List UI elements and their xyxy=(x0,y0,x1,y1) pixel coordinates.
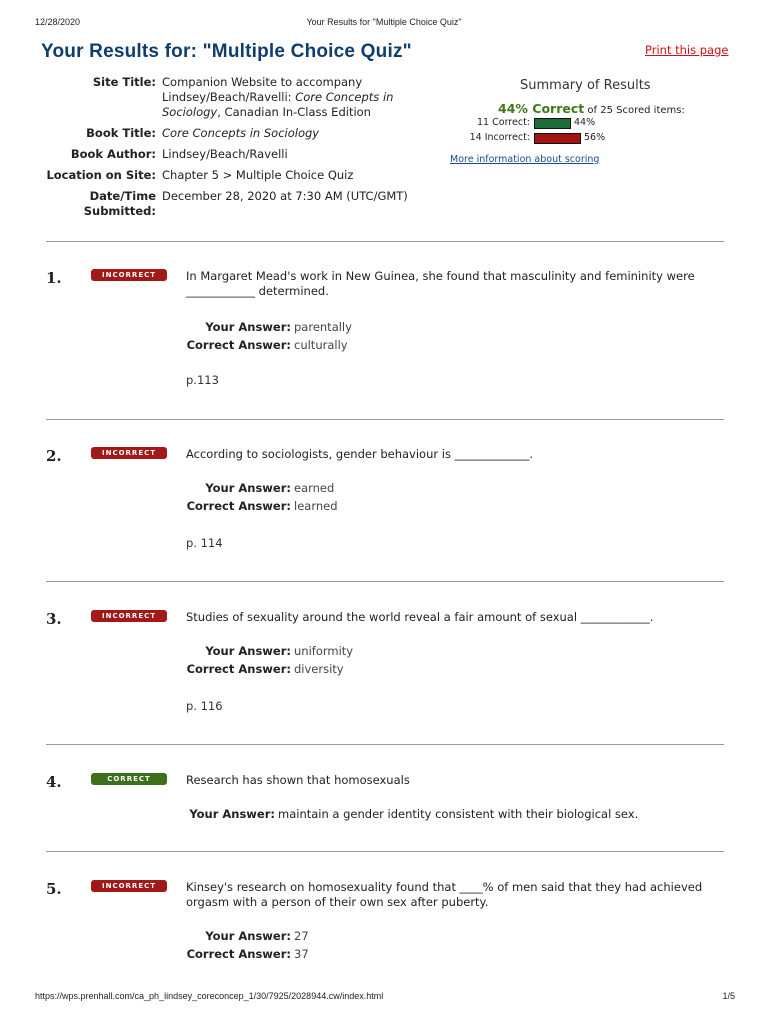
page-reference: p. 116 xyxy=(186,699,223,713)
correct-answer-value: 37 xyxy=(294,947,309,961)
your-answer-value: earned xyxy=(294,481,335,495)
location-label: Location on Site: xyxy=(46,168,156,182)
question-number: 3. xyxy=(46,610,62,628)
correct-answer-value: culturally xyxy=(294,338,348,352)
site-title-line-1: Companion Website to accompany xyxy=(162,75,363,89)
incorrect-bar-row xyxy=(450,131,720,146)
page-url: https://wps.prenhall.com/ca_ph_lindsey_coreconcep_1/30/7925/2028944.cw/index.html xyxy=(35,991,384,1001)
correct-answer-label: Correct Answer: xyxy=(186,338,291,352)
question-number: 5. xyxy=(46,880,62,898)
page-reference: p.113 xyxy=(186,373,219,387)
correct-answer-label: Correct Answer: xyxy=(186,662,291,676)
page-number: 1/5 xyxy=(722,991,735,1001)
divider xyxy=(46,744,724,745)
your-answer-value: uniformity xyxy=(294,644,354,658)
incorrect-badge: INCORRECT xyxy=(91,447,167,459)
date-submitted-label: Date/Time Submitted: xyxy=(83,189,156,218)
incorrect-badge: INCORRECT xyxy=(91,269,167,281)
divider xyxy=(46,241,724,242)
question-text: Kinsey's research on homosexuality found that ____% of men said that they had achieved orgasm with a person of their own sex after puberty. xyxy=(186,880,703,909)
site-title-value xyxy=(162,75,442,120)
your-answer-value: 27 xyxy=(294,929,309,943)
book-title-label: Book Title: xyxy=(86,126,156,140)
correct-bar-row xyxy=(450,116,720,131)
page-title: Your Results for: "Multiple Choice Quiz" xyxy=(41,41,412,62)
your-answer-label: Your Answer: xyxy=(205,644,291,658)
question-text: In Margaret Mead's work in New Guinea, she found that masculinity and femininity were ____________ determined. xyxy=(186,269,695,298)
site-title-authors: Lindsey/Beach/Ravelli: xyxy=(162,90,296,104)
question-text: According to sociologists, gender behaviour is _____________. xyxy=(186,447,534,461)
question-number: 4. xyxy=(46,773,62,791)
your-answer-value: maintain a gender identity consistent with their biological sex. xyxy=(278,807,639,821)
quiz-metadata xyxy=(44,75,442,225)
your-answer-label: Your Answer: xyxy=(205,320,291,334)
correct-bar xyxy=(534,118,571,129)
your-answer-label: Your Answer: xyxy=(205,929,291,943)
correct-answer-value: learned xyxy=(294,499,338,513)
your-answer-label: Your Answer: xyxy=(205,481,291,495)
print-header xyxy=(0,17,768,31)
correct-answer-label: Correct Answer: xyxy=(186,947,291,961)
correct-percent: 44% xyxy=(574,117,596,128)
correct-answer-label: Correct Answer: xyxy=(186,499,291,513)
your-answer-value: parentally xyxy=(294,320,352,334)
site-title-book-part-1: Core Concepts in xyxy=(295,90,394,104)
summary-of-results xyxy=(450,78,720,165)
location-value: Chapter 5 > Multiple Choice Quiz xyxy=(162,168,354,182)
correct-count-label: 11 Correct: xyxy=(477,117,530,128)
score-line xyxy=(498,101,720,116)
question-number: 1. xyxy=(46,269,62,287)
incorrect-badge: INCORRECT xyxy=(91,610,167,622)
question-text: Studies of sexuality around the world reveal a fair amount of sexual ____________. xyxy=(186,610,654,624)
site-title-book-part-2: Sociology xyxy=(162,105,218,119)
divider xyxy=(46,581,724,582)
incorrect-count-label: 14 Incorrect: xyxy=(469,132,530,143)
divider xyxy=(46,419,724,420)
site-title-label: Site Title: xyxy=(92,75,156,89)
summary-title: Summary of Results xyxy=(520,78,651,93)
book-author-label: Book Author: xyxy=(70,147,156,161)
more-info-scoring-link[interactable]: More information about scoring xyxy=(450,154,600,165)
question-text: Research has shown that homosexuals xyxy=(186,773,410,787)
site-title-edition: , Canadian In-Class Edition xyxy=(217,105,371,119)
date-submitted-value: December 28, 2020 at 7:30 AM (UTC/GMT) xyxy=(162,189,408,203)
correct-badge: CORRECT xyxy=(91,773,167,785)
incorrect-percent: 56% xyxy=(584,132,606,143)
print-date: 12/28/2020 xyxy=(35,17,81,27)
incorrect-bar xyxy=(534,133,581,144)
question-number: 2. xyxy=(46,447,62,465)
print-this-page-link[interactable]: Print this page xyxy=(645,43,729,57)
book-author-value: Lindsey/Beach/Ravelli xyxy=(162,147,288,161)
print-page-title: Your Results for "Multiple Choice Quiz" xyxy=(306,17,462,27)
your-answer-label: Your Answer: xyxy=(189,807,275,821)
score-of-text: of 25 Scored items: xyxy=(584,105,685,116)
book-title-value: Core Concepts in Sociology xyxy=(162,126,320,140)
divider xyxy=(46,851,724,852)
page-reference: p. 114 xyxy=(186,536,223,550)
score-percent: 44% Correct xyxy=(498,101,585,116)
incorrect-badge: INCORRECT xyxy=(91,880,167,892)
correct-answer-value: diversity xyxy=(294,662,344,676)
